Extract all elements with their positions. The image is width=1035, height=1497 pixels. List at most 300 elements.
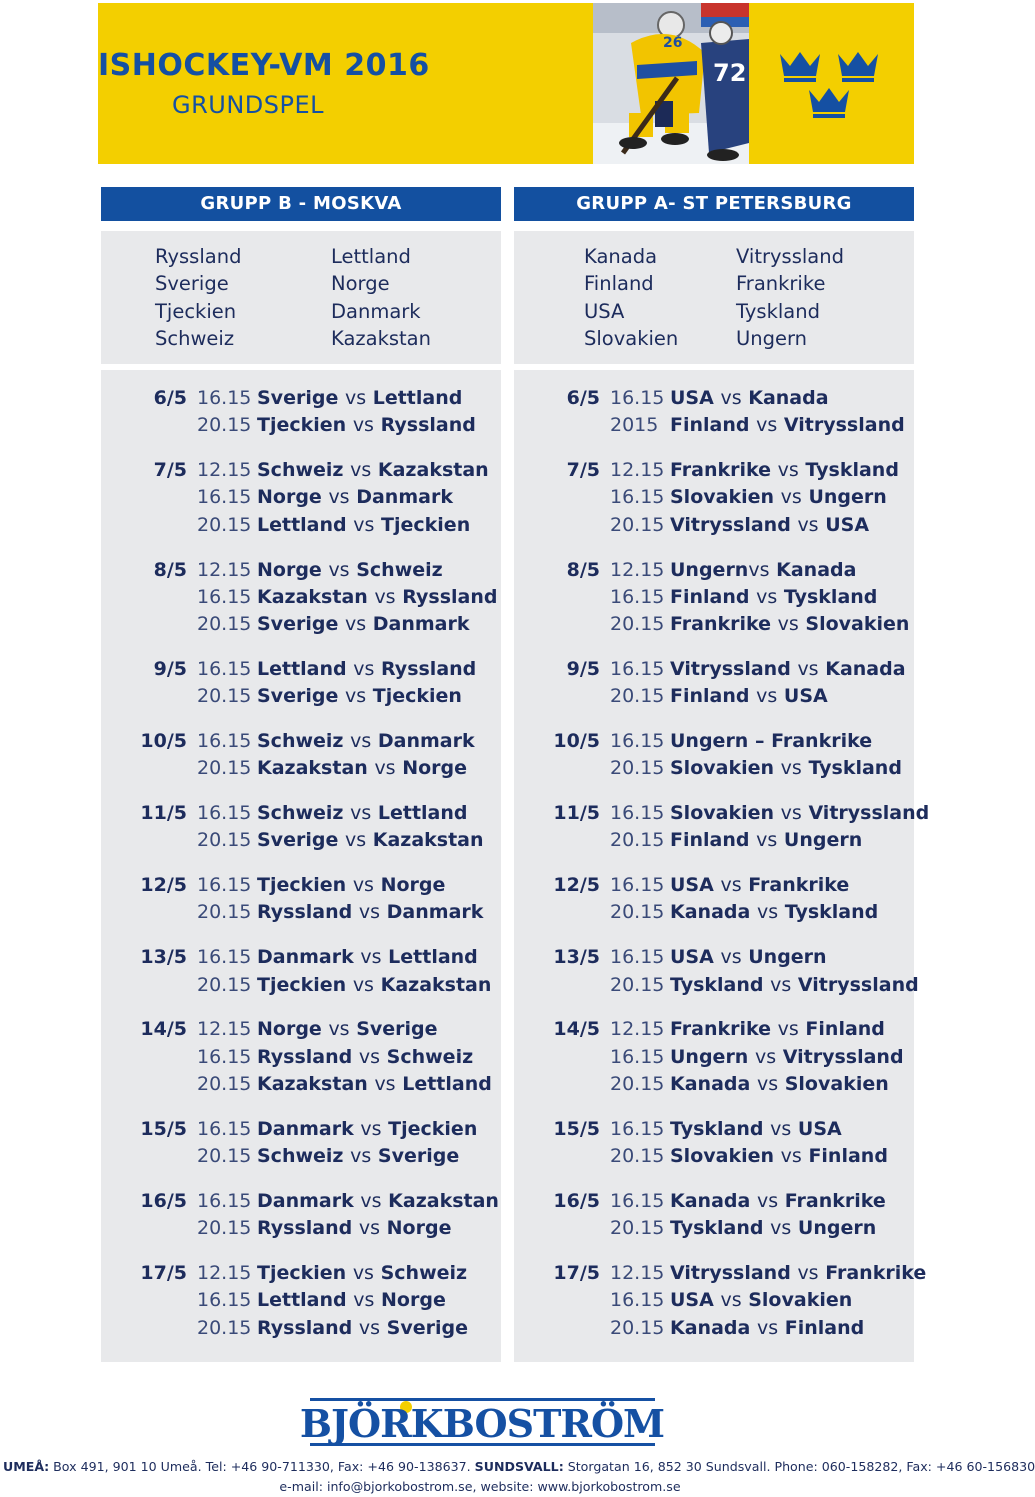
versus-separator: vs <box>344 685 367 708</box>
match-date: 12/5 <box>553 874 600 897</box>
match-time: 20.15 <box>610 613 665 636</box>
versus-separator: vs <box>770 1217 792 1240</box>
match-date: 17/5 <box>140 1262 187 1284</box>
match-time: 12.15 <box>197 459 252 482</box>
match-date: 6/5 <box>566 387 600 409</box>
match-teams <box>257 1145 459 1167</box>
match-time: 20.15 <box>197 829 252 852</box>
home-team: Vitryssland <box>670 513 791 536</box>
team-name: Tjeckien <box>155 299 237 323</box>
home-team: Schweiz <box>257 730 344 752</box>
match-time: 16.15 <box>197 657 252 680</box>
group-b-teams-panel <box>101 231 501 364</box>
match-time: 12.15 <box>197 558 252 581</box>
match-time: 16.15 <box>610 802 665 825</box>
match-row <box>610 972 919 999</box>
home-team: Ungern <box>670 1045 749 1068</box>
away-team: Kazakstan <box>380 973 492 996</box>
match-row <box>197 457 489 484</box>
match-teams <box>257 730 475 752</box>
versus-separator: vs <box>328 1018 350 1041</box>
match-row <box>197 1116 477 1143</box>
away-team: Vitryssland <box>808 802 930 825</box>
match-row <box>610 457 899 484</box>
team-name: Ryssland <box>155 245 242 268</box>
match-row <box>197 1188 499 1215</box>
match-row <box>610 1260 926 1287</box>
versus-separator: vs <box>358 1045 381 1068</box>
match-row <box>197 872 483 899</box>
versus-separator: vs <box>352 414 374 437</box>
group-b-schedule <box>101 370 501 1362</box>
versus-separator: vs <box>374 585 396 608</box>
match-row <box>197 728 475 755</box>
match-time: 12.15 <box>610 1018 665 1041</box>
home-team: Norge <box>257 558 322 581</box>
versus-separator: vs <box>780 757 802 780</box>
match-teams <box>257 414 476 436</box>
match-date: 11/5 <box>553 802 600 825</box>
home-team: Ryssland <box>257 1316 353 1339</box>
home-team: Finland <box>670 829 750 852</box>
page-subtitle: GRUNDSPEL <box>172 91 325 119</box>
match-teams <box>670 1190 886 1212</box>
home-team: Slovakien <box>670 1145 775 1168</box>
match-teams <box>670 1018 885 1040</box>
match-date: 9/5 <box>566 657 600 680</box>
away-team: Sverige <box>386 1316 468 1339</box>
versus-separator: vs <box>360 946 382 969</box>
away-team: Norge <box>381 1289 446 1312</box>
match-date: 11/5 <box>140 802 187 825</box>
match-date: 8/5 <box>153 558 187 581</box>
versus-separator: vs <box>374 1072 396 1095</box>
match-time: 16.15 <box>610 585 665 608</box>
match-row <box>610 1016 904 1043</box>
home-team: Sverige <box>257 613 339 636</box>
match-date: 16/5 <box>553 1189 600 1212</box>
versus-separator: vs <box>374 757 396 780</box>
group-a-schedule <box>514 370 930 1362</box>
group-b-teams-right <box>331 243 431 352</box>
hockey-players-photo <box>593 3 749 164</box>
home-team: USA <box>670 1289 714 1312</box>
home-team: Lettland <box>257 513 347 536</box>
versus-separator: vs <box>780 802 802 825</box>
logo-text: BJÖRKBOSTRÖM <box>299 1401 665 1446</box>
match-teams <box>670 757 902 779</box>
match-time: 20.15 <box>197 414 252 437</box>
group-a-teams-right <box>736 243 844 352</box>
away-team: Slovakien <box>805 613 910 636</box>
match-time: 16.15 <box>197 387 252 409</box>
group-b-teams-left <box>155 243 241 352</box>
versus-separator: vs <box>756 1316 779 1339</box>
match-time: 16.15 <box>610 946 665 969</box>
match-teams <box>257 658 476 680</box>
match-teams <box>670 1145 888 1167</box>
team-name: Lettland <box>331 245 411 268</box>
home-team: Ryssland <box>257 1045 353 1068</box>
versus-separator: vs <box>797 1262 819 1284</box>
match-row <box>610 1044 904 1071</box>
away-team: Tjeckien <box>388 1117 478 1140</box>
page-title: ISHOCKEY-VM 2016 <box>98 48 430 83</box>
versus-separator: vs <box>756 1072 779 1095</box>
match-teams <box>257 486 453 508</box>
match-teams <box>670 387 829 409</box>
match-time: 20.15 <box>610 901 665 924</box>
away-team: Lettland <box>402 1072 492 1095</box>
match-row <box>610 1188 886 1215</box>
footer-city-sundsvall: SUNDSVALL: <box>474 1459 564 1474</box>
versus-separator: vs <box>780 1145 802 1168</box>
away-team: Lettland <box>388 946 478 969</box>
match-teams <box>257 1190 499 1212</box>
team-name: Ungern <box>736 326 808 350</box>
home-team: Slovakien <box>670 757 775 780</box>
match-teams <box>257 514 470 536</box>
match-time: 20.15 <box>610 829 665 852</box>
match-time: 16.15 <box>197 585 252 608</box>
match-time: 20.15 <box>197 513 252 536</box>
match-row <box>610 1071 904 1098</box>
match-teams <box>257 459 489 481</box>
match-time: 20.15 <box>197 1072 252 1095</box>
away-team: USA <box>797 1117 842 1140</box>
match-teams <box>670 829 862 851</box>
team-name: Frankrike <box>736 272 826 296</box>
match-teams <box>670 874 849 896</box>
versus-separator: vs <box>344 829 367 852</box>
match-teams <box>257 946 478 968</box>
team-name: Schweiz <box>155 326 235 350</box>
match-teams <box>670 901 878 923</box>
away-team: Norge <box>402 757 468 780</box>
versus-separator: vs <box>720 387 742 409</box>
match-date: 8/5 <box>566 558 600 581</box>
home-team: Kazakstan <box>257 757 368 780</box>
versus-separator: vs <box>358 1217 381 1240</box>
home-team: Finland <box>670 685 750 708</box>
away-team: Norge <box>386 1217 452 1240</box>
away-team: Kazakstan <box>377 459 489 482</box>
home-team: Kazakstan <box>257 585 368 608</box>
match-row <box>197 899 483 926</box>
away-team: Schweiz <box>386 1045 474 1068</box>
match-date: 13/5 <box>553 946 600 969</box>
match-time: 12.15 <box>197 1262 252 1284</box>
match-date: 6/5 <box>153 387 187 409</box>
match-row <box>197 611 497 638</box>
home-team: Danmark <box>257 946 354 969</box>
match-time: 16.15 <box>610 387 665 409</box>
match-row <box>197 557 497 584</box>
match-date: 17/5 <box>553 1262 600 1284</box>
away-team: Ryssland <box>381 657 477 680</box>
match-time: 12.15 <box>610 558 665 581</box>
match-time: 20.15 <box>610 1316 665 1339</box>
match-row <box>197 800 484 827</box>
match-time: 12.15 <box>197 1018 252 1041</box>
match-row <box>197 1071 492 1098</box>
versus-separator: vs <box>352 874 374 897</box>
home-team: Tjeckien <box>257 1262 347 1284</box>
home-team: Lettland <box>257 1289 347 1312</box>
versus-separator: vs <box>353 1289 375 1312</box>
match-time: 16.15 <box>197 1117 252 1140</box>
away-team: Danmark <box>377 730 475 752</box>
match-date: 10/5 <box>140 730 187 752</box>
versus-separator: vs <box>353 513 375 536</box>
away-team: Finland <box>784 1316 865 1339</box>
home-team: Norge <box>257 486 322 509</box>
home-team: Tjeckien <box>257 414 347 437</box>
versus-separator: vs <box>350 1145 372 1168</box>
match-teams <box>257 901 483 923</box>
match-time: 16.15 <box>610 1289 665 1312</box>
match-teams <box>670 1217 876 1239</box>
match-teams <box>257 1217 451 1239</box>
match-time: 20.15 <box>197 1145 252 1168</box>
versus-separator: vs <box>756 829 778 852</box>
match-time: 16.15 <box>197 874 252 897</box>
away-team: Tjeckien <box>381 513 471 536</box>
home-team: Tjeckien <box>257 973 347 996</box>
match-row <box>197 827 484 854</box>
match-teams <box>670 559 856 581</box>
home-team: Kanada <box>670 1316 751 1339</box>
team-name: Norge <box>331 272 390 296</box>
away-team: Norge <box>380 874 446 897</box>
away-team: Sverige <box>356 1018 438 1041</box>
match-teams <box>670 802 929 824</box>
home-team: Slovakien <box>670 486 775 509</box>
versus-separator: vs <box>770 1117 792 1140</box>
versus-separator: vs <box>344 613 367 636</box>
match-date: 15/5 <box>553 1117 600 1140</box>
match-teams <box>257 974 491 996</box>
versus-separator: vs <box>720 946 742 969</box>
home-team: Ungern <box>670 558 749 581</box>
match-time: 16.15 <box>197 1289 252 1312</box>
match-date: 14/5 <box>140 1018 187 1041</box>
match-time: 12.15 <box>610 459 665 482</box>
match-time: 16.15 <box>197 802 252 825</box>
versus-separator: vs <box>360 1117 382 1140</box>
match-teams <box>670 730 872 752</box>
team-name: USA <box>584 299 625 323</box>
versus-separator: vs <box>797 657 819 680</box>
match-row <box>610 584 909 611</box>
away-team: Danmark <box>386 901 484 924</box>
away-team: Ryssland <box>380 414 476 437</box>
home-team: Finland <box>670 414 750 437</box>
match-time: 20.15 <box>610 757 665 780</box>
match-row <box>610 557 909 584</box>
away-team: Tyskland <box>784 901 879 924</box>
home-team: Kanada <box>670 1189 751 1212</box>
home-team: Slovakien <box>670 802 775 825</box>
match-teams <box>670 946 827 968</box>
match-date: 7/5 <box>153 459 187 482</box>
match-time: 16.15 <box>197 486 252 509</box>
match-row <box>197 1260 468 1287</box>
match-row <box>197 683 476 710</box>
match-time: 20.15 <box>197 685 252 708</box>
bjorkbostrom-logo <box>299 1393 665 1451</box>
away-team: Slovakien <box>784 1072 889 1095</box>
away-team: Tjeckien <box>372 685 462 708</box>
match-time: 16.15 <box>610 730 665 752</box>
match-time: 20.15 <box>610 973 665 996</box>
match-date: 9/5 <box>153 657 187 680</box>
match-teams <box>670 586 877 608</box>
match-time: 16.15 <box>197 1045 252 1068</box>
match-teams <box>257 613 469 635</box>
match-row <box>197 1215 499 1242</box>
match-time: 16.15 <box>197 946 252 969</box>
home-team: Tyskland <box>670 1117 764 1140</box>
versus-separator: vs <box>358 1316 381 1339</box>
svg-text:26: 26 <box>663 35 683 51</box>
match-row <box>610 1287 926 1314</box>
footer-address-umea: Box 491, 901 10 Umeå. Tel: +46 90-711330, Fax: +46 90-138637. <box>49 1459 475 1474</box>
away-team: Finland <box>808 1145 888 1168</box>
match-row <box>197 1143 477 1170</box>
match-teams <box>670 1289 852 1311</box>
away-team: USA <box>825 513 870 536</box>
match-time: 20.15 <box>197 1217 252 1240</box>
match-row <box>610 512 899 539</box>
away-team: Tyskland <box>783 585 878 608</box>
match-teams <box>257 1046 473 1068</box>
home-team: Frankrike <box>670 459 772 482</box>
home-team: Ungern <box>670 730 749 752</box>
team-name: Vitryssland <box>736 245 844 268</box>
match-teams <box>670 1262 926 1284</box>
match-date: 10/5 <box>553 730 600 752</box>
away-team: Kanada <box>776 558 857 581</box>
match-teams <box>670 1046 904 1068</box>
match-time: 16.15 <box>610 1189 665 1212</box>
versus-separator: vs <box>328 558 350 581</box>
match-teams <box>670 414 905 436</box>
match-time: 20.15 <box>610 1145 665 1168</box>
match-time: 20.15 <box>610 513 665 536</box>
match-teams <box>257 1118 477 1140</box>
home-team: Schweiz <box>257 1145 344 1168</box>
match-row <box>197 385 476 412</box>
home-team: Frankrike <box>670 1018 772 1041</box>
away-team: Kanada <box>825 657 906 680</box>
footer-contact-line: e-mail: info@bjorkobostrom.se, website: www.bjorkobostrom.se <box>279 1479 681 1494</box>
footer-address-line <box>3 1459 1035 1474</box>
match-time: 16.15 <box>197 1189 252 1212</box>
away-team: Ryssland <box>402 585 498 608</box>
versus-separator: vs <box>720 874 742 897</box>
match-row <box>197 755 475 782</box>
match-time: 12.15 <box>610 1262 665 1284</box>
versus-separator: vs <box>350 730 372 752</box>
away-team: Vitryssland <box>797 973 919 996</box>
match-row <box>610 755 902 782</box>
match-teams <box>257 685 462 707</box>
match-row <box>197 412 476 439</box>
versus-separator: vs <box>797 513 819 536</box>
match-time: 20.15 <box>197 757 252 780</box>
match-row <box>610 899 878 926</box>
versus-separator: vs <box>780 486 802 509</box>
away-team: Sverige <box>377 1145 460 1168</box>
home-team: Lettland <box>257 657 347 680</box>
match-time: 20.15 <box>197 613 252 636</box>
home-team: Danmark <box>257 1117 354 1140</box>
home-team: Tyskland <box>670 973 764 996</box>
match-row <box>197 584 497 611</box>
match-time: 16.15 <box>610 1045 665 1068</box>
match-teams <box>670 486 887 508</box>
away-team: Slovakien <box>748 1289 853 1312</box>
match-row <box>197 512 489 539</box>
home-team: Ryssland <box>257 901 353 924</box>
home-team: Sverige <box>257 829 339 852</box>
match-time: 20.15 <box>610 1072 665 1095</box>
match-time: 16.15 <box>610 874 665 897</box>
group-a-heading: GRUPP A- ST PETERSBURG <box>514 187 914 221</box>
versus-separator: vs <box>756 585 778 608</box>
away-team: USA <box>783 685 828 708</box>
away-team: Ungern <box>808 486 887 509</box>
home-team: USA <box>670 946 714 969</box>
match-row <box>610 1116 888 1143</box>
away-team: Schweiz <box>380 1262 468 1284</box>
away-team: Ungern <box>748 946 827 969</box>
versus-separator: vs <box>720 1289 742 1312</box>
away-team: Kazakstan <box>372 829 484 852</box>
match-row <box>610 656 906 683</box>
home-team: USA <box>670 387 714 409</box>
match-teams <box>670 514 869 536</box>
team-name: Sverige <box>155 272 229 296</box>
away-team: Vitryssland <box>783 414 905 437</box>
match-time: 2015 <box>610 414 659 437</box>
match-time: 20.15 <box>610 685 665 708</box>
home-team: Tyskland <box>670 1217 764 1240</box>
match-teams <box>257 387 462 409</box>
away-team: Frankrike <box>771 730 873 752</box>
match-row <box>610 611 909 638</box>
match-row <box>197 1016 492 1043</box>
match-teams <box>670 459 899 481</box>
match-teams <box>257 1073 492 1095</box>
match-teams <box>257 559 443 581</box>
team-name: Slovakien <box>584 326 679 350</box>
away-team: Lettland <box>372 387 463 409</box>
away-team: Tyskland <box>808 757 902 780</box>
match-time: 16.15 <box>610 657 665 680</box>
versus-separator: vs <box>353 657 375 680</box>
away-team: Frankrike <box>825 1262 927 1284</box>
match-time: 16.15 <box>197 730 252 752</box>
away-team: Schweiz <box>356 558 443 581</box>
versus-separator: vs <box>748 558 770 581</box>
home-team: Tjeckien <box>257 874 347 897</box>
versus-separator: vs <box>344 387 367 409</box>
match-time: 16.15 <box>610 1117 665 1140</box>
match-time: 20.15 <box>610 1217 665 1240</box>
match-row <box>610 385 905 412</box>
